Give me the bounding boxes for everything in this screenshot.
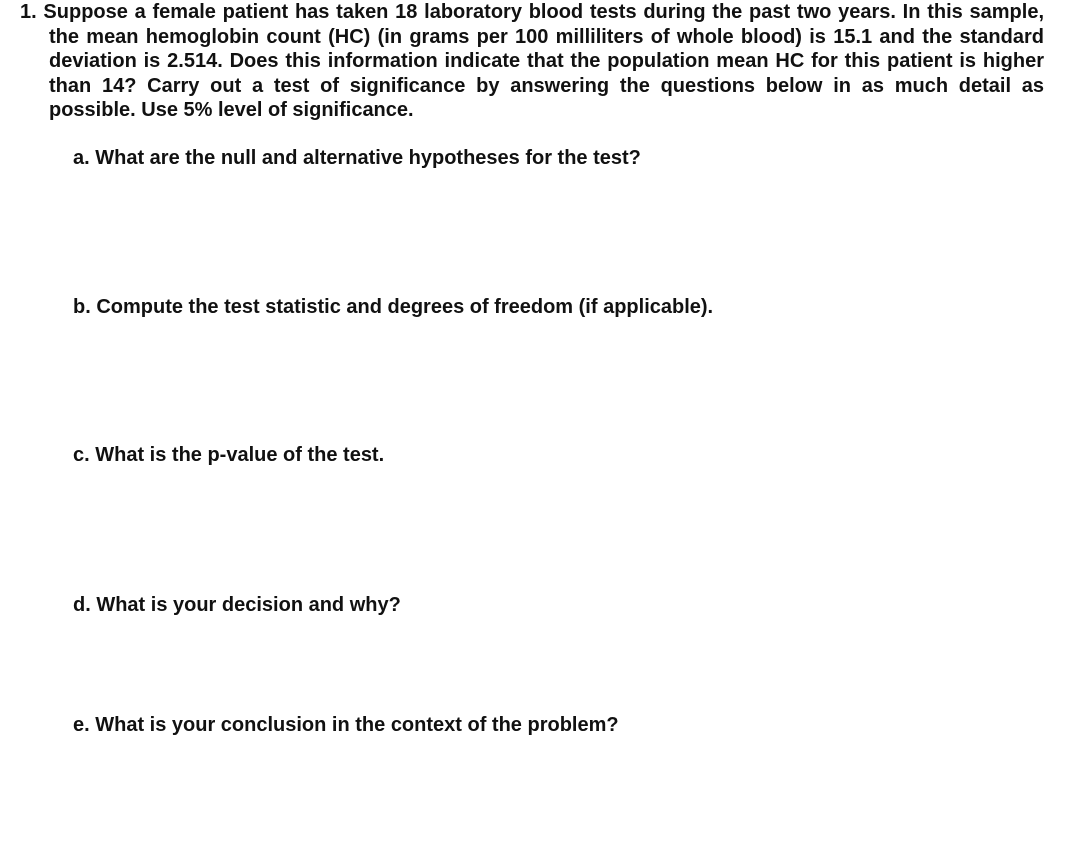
question-c: c. What is the p-value of the test. [73,444,385,466]
question-d: d. What is your decision and why? [73,594,401,616]
question-e: e. What is your conclusion in the context of the problem? [73,714,619,736]
question-b: b. Compute the test statistic and degrees of freedom (if applicable). [73,296,714,318]
problem-statement: 1. Suppose a female patient has taken 18 laboratory blood tests during the past two years. In this sample, the mean hemoglobin count (HC) (in grams per 100 milliliters of whole blood) is 15.1 and the standard deviation is 2.514. Does this information indicate that the population mean HC for this patient is higher than 14? Carry out a test of significance by answering the questions below in as much detail as possible. Use 5% level of significance. [20,1,1044,121]
question-a: a. What are the null and alternative hypotheses for the test? [73,147,641,169]
